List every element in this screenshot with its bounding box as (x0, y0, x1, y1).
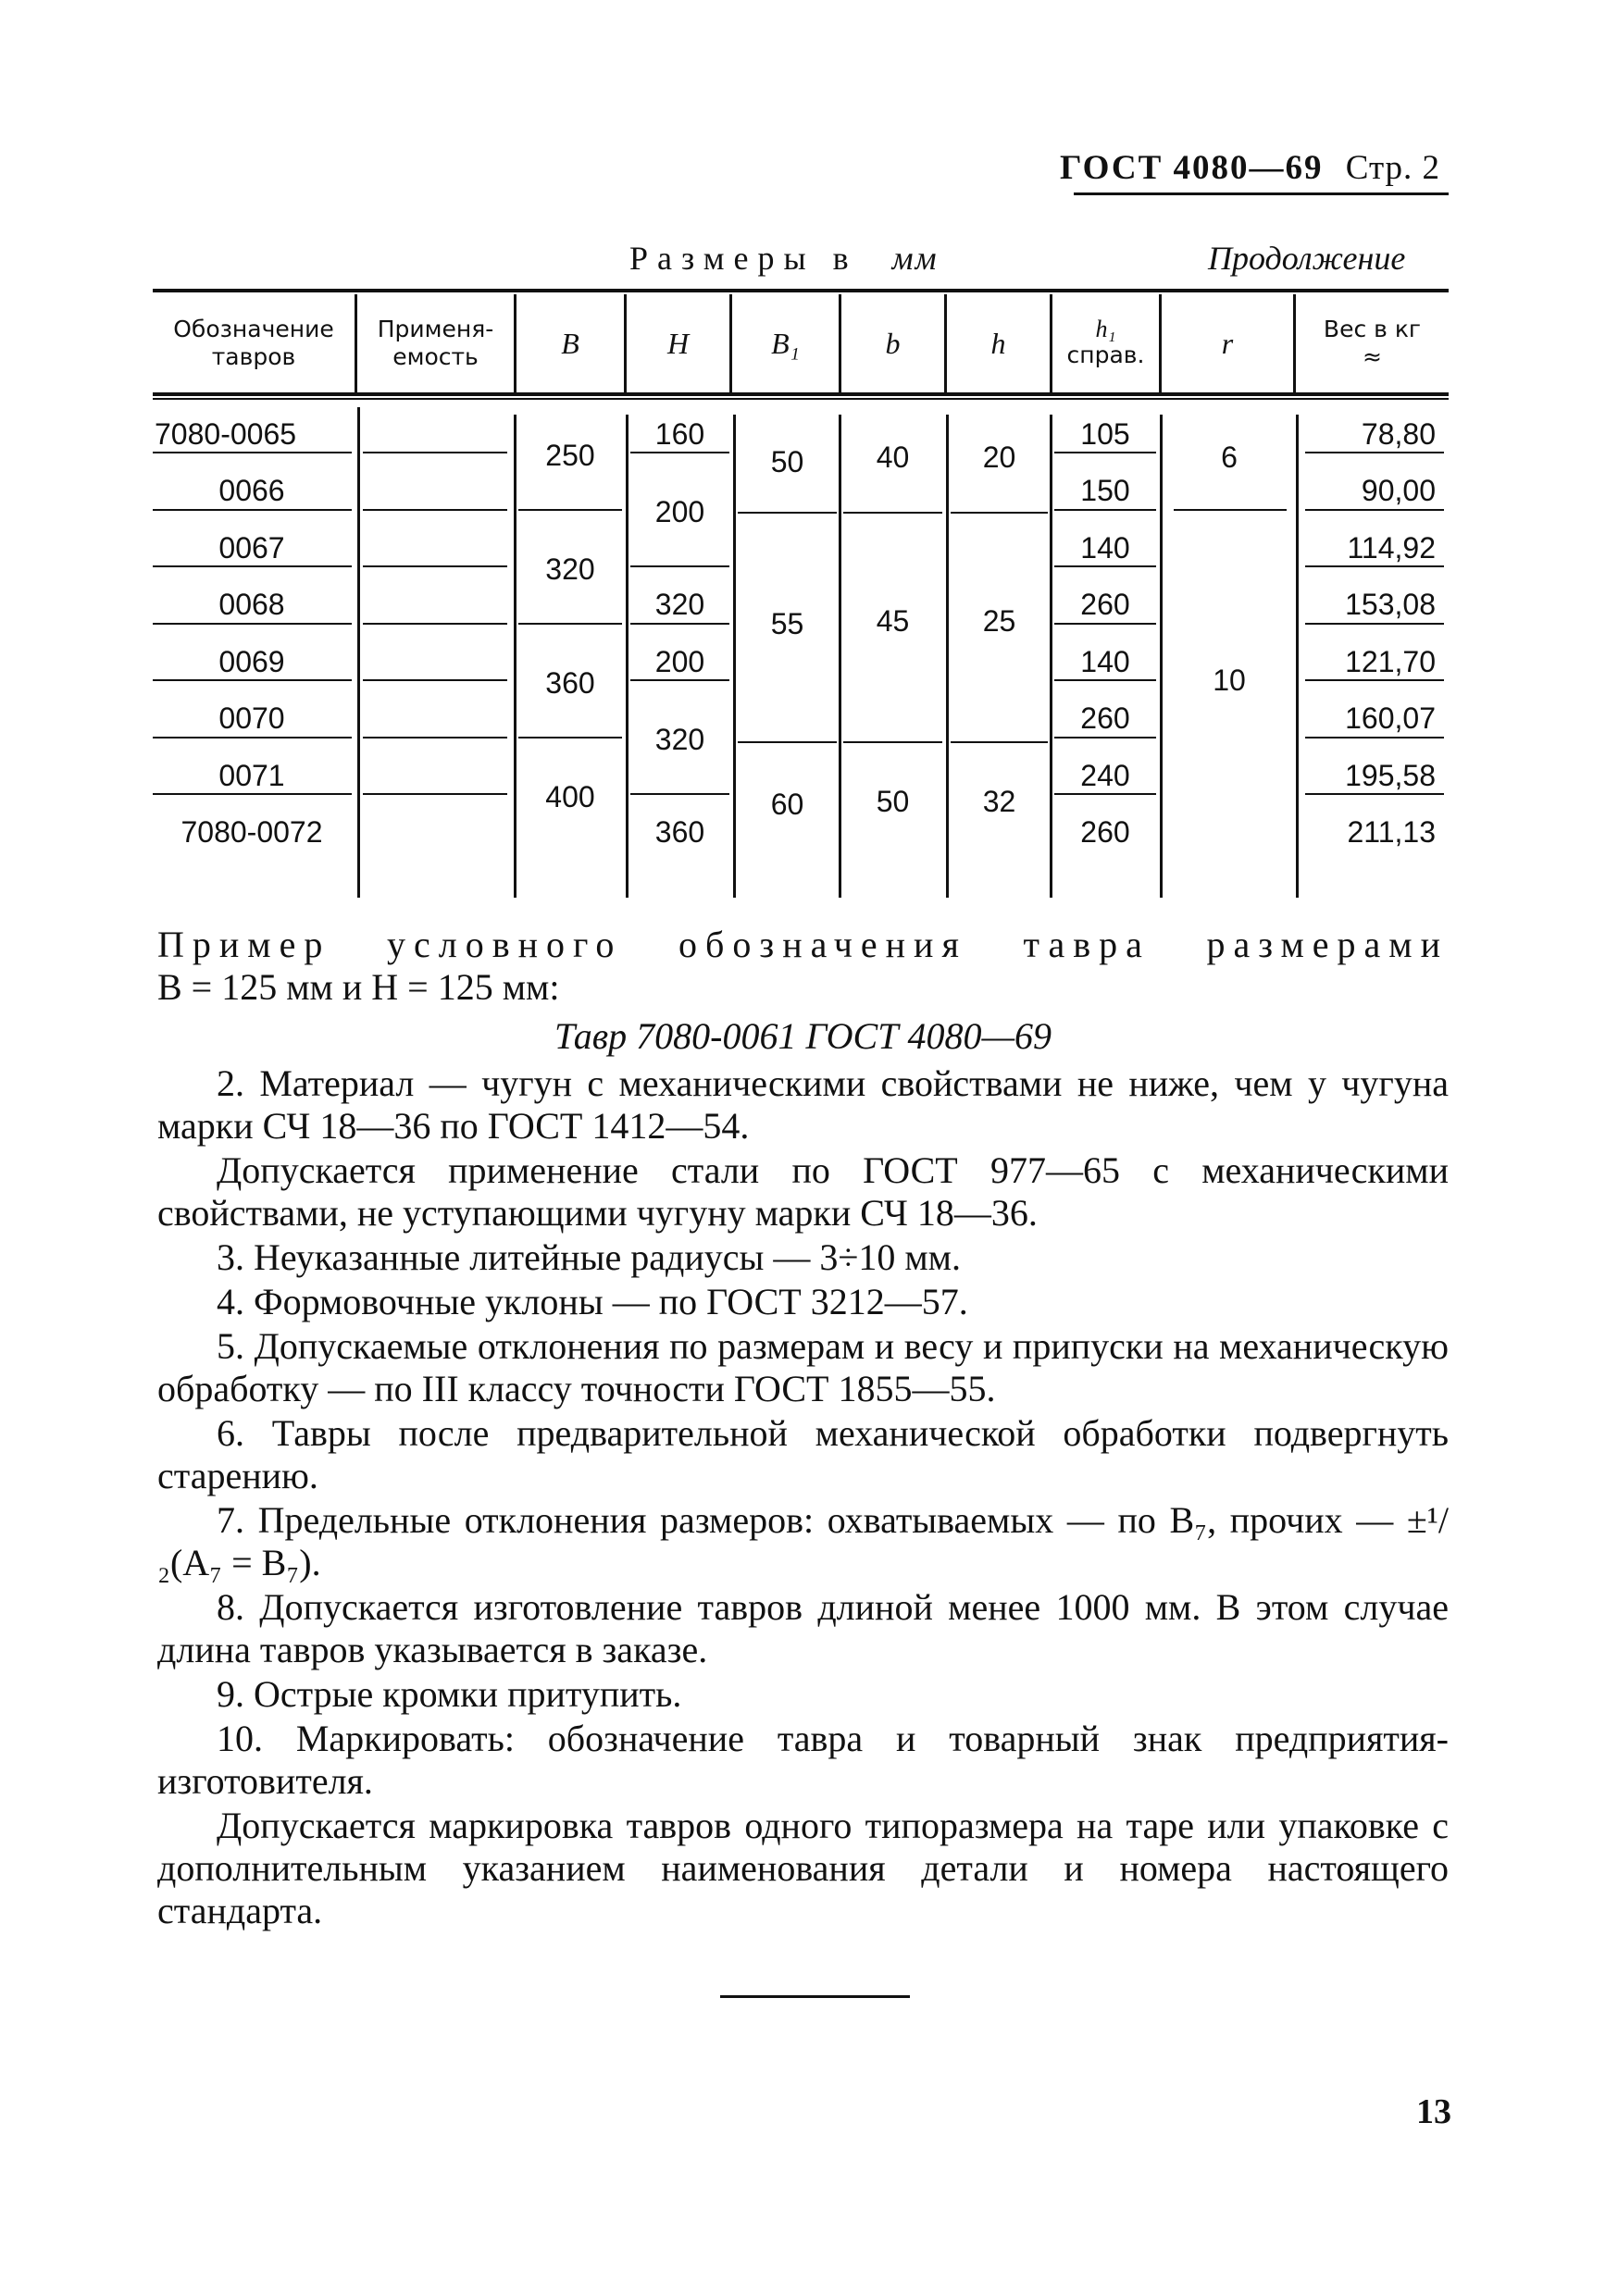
B-cell: 360 (545, 666, 595, 700)
designation-cell: 0069 (218, 645, 285, 678)
row-rule (630, 452, 729, 453)
row-rule (843, 512, 942, 514)
row-rule (1305, 623, 1444, 625)
designation-cell: 7080-0072 (180, 815, 323, 849)
H-cell: 200 (654, 495, 705, 528)
row-rule (153, 679, 352, 681)
row-rule (1305, 793, 1444, 795)
designation-cell: 0068 (218, 588, 285, 621)
H-cell: 200 (654, 645, 705, 678)
H-cell: 320 (654, 588, 705, 621)
h1-cell: 260 (1080, 588, 1130, 621)
h-cell: 25 (982, 604, 1016, 638)
B-cell: 250 (545, 439, 595, 472)
table-header-rule-2 (153, 398, 1449, 400)
header-r: r (1221, 327, 1234, 360)
example-lead: Пример условного обозначения тавра размерами (157, 924, 1449, 965)
example-dimensions: B = 125 мм и H = 125 мм: (157, 966, 560, 1008)
row-rule (363, 623, 507, 625)
weight-cell: 153,08 (1345, 588, 1436, 621)
weight-cell: 121,70 (1345, 645, 1436, 678)
weight-cell: 114,92 (1347, 531, 1436, 565)
row-rule (1305, 565, 1444, 567)
clause-4: 4. Формовочные уклоны — по ГОСТ 3212—57. (217, 1281, 968, 1322)
row-rule (1305, 679, 1444, 681)
row-rule (153, 452, 352, 453)
row-rule (951, 512, 1048, 514)
body-divider (357, 407, 360, 898)
clause-8: 8. Допускается изготовление тавров длиной менее 1000 мм. В этом случае длина тавров указывается в заказе. (157, 1586, 1449, 1670)
body-divider (733, 415, 736, 898)
clause-7: 7. Предельные отклонения размеров: охватываемых — по B₇, прочих — ±¹/₂(A₇ = B₇). (157, 1499, 1449, 1583)
H-cell: 360 (654, 815, 705, 849)
page-number: 13 (1416, 2092, 1451, 2131)
H-cell: 160 (654, 417, 705, 451)
designation-cell: 0070 (218, 701, 285, 735)
row-rule (518, 509, 622, 511)
b-cell: 40 (876, 441, 910, 474)
header-b: b (885, 327, 901, 360)
row-rule (153, 565, 352, 567)
table-header-rule (153, 392, 1449, 396)
body-divider (1296, 415, 1299, 898)
h-cell: 32 (982, 785, 1016, 818)
row-rule (518, 623, 622, 625)
B-cell: 320 (545, 552, 595, 586)
example-designation: Тавр 7080-0061 ГОСТ 4080—69 (554, 1015, 1052, 1057)
row-rule (363, 793, 507, 795)
table-caption (629, 239, 939, 278)
h1-cell: 140 (1080, 645, 1130, 678)
h1-cell: 150 (1080, 474, 1130, 507)
clause-6: 6. Тавры после предварительной механической обработки подвергнуть старению. (157, 1412, 1449, 1496)
body-divider (946, 415, 949, 898)
body-divider (1160, 415, 1163, 898)
header-B1: B₁ (771, 327, 800, 360)
row-rule (738, 741, 837, 743)
continued-label: Продолжение (1208, 240, 1406, 277)
row-rule (1054, 793, 1156, 795)
row-rule (153, 737, 352, 738)
row-rule (363, 452, 507, 453)
h-cell: 20 (982, 441, 1016, 474)
b-cell: 50 (876, 785, 910, 818)
row-rule (518, 737, 622, 738)
weight-cell: 211,13 (1347, 815, 1436, 849)
designation-cell: 7080-0065 (155, 417, 297, 451)
header-h: h (990, 327, 1006, 360)
h1-cell: 260 (1080, 815, 1130, 849)
row-rule (363, 509, 507, 511)
header-h1: h₁ справ. (1066, 316, 1145, 368)
row-rule (1054, 737, 1156, 738)
clause-2: 2. Материал — чугун с механическими свойствами не ниже, чем у чугуна марки СЧ 18—36 по ГОСТ 1412—54. (157, 1062, 1449, 1147)
clause-2-note: Допускается применение стали по ГОСТ 977—65 с механическими свойствами, не уступающими чугуну марки СЧ 18—36. (157, 1149, 1449, 1234)
row-rule (1305, 509, 1444, 511)
row-rule (1174, 509, 1287, 511)
row-rule (951, 741, 1048, 743)
row-rule (1054, 679, 1156, 681)
row-rule (843, 741, 942, 743)
row-rule (738, 512, 837, 514)
designation-cell: 0066 (218, 474, 285, 507)
row-rule (630, 623, 729, 625)
row-rule (363, 565, 507, 567)
clause-5: 5. Допускаемые отклонения по размерам и весу и припуски на механическую обработку — по III классу точности ГОСТ 1855—55. (157, 1325, 1449, 1409)
B1-cell: 50 (770, 445, 804, 478)
row-rule (1305, 737, 1444, 738)
designation-cell: 0067 (218, 531, 285, 565)
weight-cell: 78,80 (1361, 417, 1436, 451)
standard-number: ГОСТ 4080—69 (1060, 149, 1324, 187)
row-rule (1054, 452, 1156, 453)
body-divider (514, 415, 517, 898)
clause-10: 10. Маркировать: обозначение тавра и товарный знак предприятия-изготовителя. (157, 1718, 1449, 1802)
B1-cell: 55 (770, 607, 804, 640)
header-rule (1074, 192, 1449, 195)
r-cell: 6 (1221, 441, 1238, 474)
end-rule (720, 1995, 910, 1998)
header-usage: Применя- емость (377, 316, 494, 370)
weight-cell: 160,07 (1345, 701, 1436, 735)
weight-cell: 195,58 (1345, 759, 1436, 792)
header-designation: Обозначение тавров (173, 316, 334, 370)
weight-cell: 90,00 (1361, 474, 1436, 507)
row-rule (1054, 623, 1156, 625)
b-cell: 45 (876, 604, 910, 638)
row-rule (153, 623, 352, 625)
page-header (1060, 148, 1440, 188)
row-rule (363, 737, 507, 738)
caption-prefix: Размеры в (629, 240, 858, 277)
body-divider (839, 415, 841, 898)
h1-cell: 240 (1080, 759, 1130, 792)
caption-unit: мм (891, 240, 939, 277)
h1-cell: 105 (1080, 417, 1130, 451)
page-label: Стр. 2 (1345, 149, 1441, 187)
row-rule (363, 679, 507, 681)
clause-9: 9. Острые кромки притупить. (217, 1673, 682, 1715)
h1-cell: 140 (1080, 531, 1130, 565)
header-weight: Вес в кг ≈ (1323, 316, 1422, 370)
header-B: B (561, 327, 579, 360)
header-H: H (666, 327, 690, 360)
clause-10-note: Допускается маркировка тавров одного типоразмера на таре или упаковке с дополнительным указанием наименования детали и номера настоящего стандарта. (157, 1805, 1449, 1931)
row-rule (1054, 565, 1156, 567)
clause-3: 3. Неуказанные литейные радиусы — 3÷10 мм. (217, 1236, 961, 1278)
r-cell: 10 (1213, 664, 1246, 697)
row-rule (630, 565, 729, 567)
row-rule (1054, 509, 1156, 511)
row-rule (153, 509, 352, 511)
row-rule (153, 793, 352, 795)
B1-cell: 60 (770, 788, 804, 821)
H-cell: 320 (654, 723, 705, 756)
designation-cell: 0071 (218, 759, 285, 792)
row-rule (630, 679, 729, 681)
B-cell: 400 (545, 780, 595, 813)
row-rule (630, 793, 729, 795)
h1-cell: 260 (1080, 701, 1130, 735)
row-rule (1305, 452, 1444, 453)
table-top-rule (153, 289, 1449, 292)
